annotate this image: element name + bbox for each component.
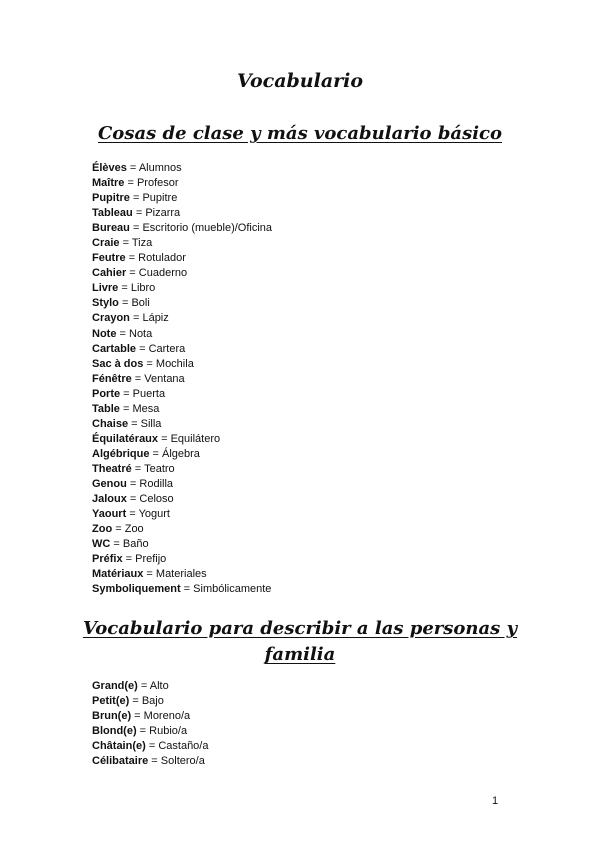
- vocab-item: [92, 492, 272, 507]
- vocab-separator: =: [149, 447, 162, 460]
- vocab-separator: =: [128, 417, 141, 430]
- vocab-item: [92, 537, 272, 552]
- vocab-translation: Mesa: [132, 402, 160, 415]
- vocab-term: Note: [92, 327, 117, 340]
- vocab-separator: =: [112, 523, 125, 536]
- vocab-item: [92, 357, 272, 372]
- vocab-term: Craie: [92, 237, 120, 250]
- vocab-translation: Rodilla: [139, 477, 174, 490]
- vocab-translation: Tiza: [131, 237, 153, 250]
- vocab-translation: Rubio/a: [149, 725, 188, 738]
- vocab-item: [92, 161, 272, 176]
- vocab-separator: =: [124, 177, 137, 190]
- vocab-separator: =: [148, 755, 161, 768]
- vocab-translation: Cartera: [148, 342, 186, 355]
- vocab-term: Blond(e): [92, 725, 137, 738]
- vocab-separator: =: [136, 342, 149, 355]
- vocab-separator: =: [129, 192, 143, 205]
- vocab-term: Célibataire: [92, 755, 149, 768]
- vocab-term: Livre: [92, 282, 119, 295]
- vocab-separator: =: [132, 207, 146, 220]
- vocab-separator: =: [119, 402, 133, 415]
- section-heading-line-2: familia: [264, 644, 336, 665]
- vocab-term: Chaise: [92, 417, 129, 430]
- vocab-term: Maître: [92, 177, 125, 190]
- vocab-separator: =: [131, 710, 144, 723]
- vocab-separator: =: [126, 493, 140, 506]
- vocab-item: [92, 236, 272, 251]
- vocab-translation: Lápiz: [142, 312, 169, 325]
- vocab-translation: Cuaderno: [138, 267, 188, 280]
- vocab-term: Theatré: [92, 462, 132, 475]
- vocab-translation: Ventana: [144, 372, 185, 385]
- section-heading-line-1: Vocabulario para describir a las personas y: [82, 618, 518, 639]
- vocab-term: Élèves: [92, 162, 127, 174]
- section-heading-classroom: [0, 121, 600, 147]
- vocab-item: [92, 567, 272, 582]
- vocab-translation: Prefijo: [135, 553, 167, 566]
- vocab-separator: =: [122, 553, 136, 566]
- vocab-separator: =: [125, 252, 139, 265]
- vocab-separator: =: [131, 462, 145, 475]
- section-heading-text: Cosas de clase y más vocabulario básico: [97, 123, 503, 144]
- vocab-item: [92, 402, 272, 417]
- vocab-separator: =: [131, 372, 145, 385]
- vocab-translation: Escritorio (mueble)/Oficina: [142, 222, 273, 235]
- vocab-separator: =: [118, 282, 131, 295]
- vocab-item: [92, 679, 208, 694]
- vocab-translation: Mochila: [155, 357, 194, 370]
- page-number: 1: [492, 795, 499, 807]
- vocab-translation: Moreno/a: [143, 710, 191, 723]
- vocab-list-classroom: [92, 161, 272, 597]
- vocab-translation: Celoso: [139, 493, 174, 506]
- vocab-term: Fénêtre: [92, 372, 132, 385]
- vocab-term: Bureau: [92, 222, 130, 235]
- vocab-term: Feutre: [92, 252, 126, 265]
- vocab-item: [92, 176, 272, 191]
- vocab-translation: Simbólicamente: [193, 583, 272, 596]
- vocab-separator: =: [120, 387, 133, 400]
- vocab-term: Symboliquement: [92, 583, 181, 596]
- vocab-term: Brun(e): [92, 710, 132, 723]
- vocab-term: Pupitre: [92, 192, 130, 205]
- vocab-term: Petit(e): [92, 695, 130, 708]
- vocab-translation: Teatro: [144, 462, 175, 475]
- vocab-item: [92, 342, 272, 357]
- vocab-item: [92, 724, 208, 739]
- vocab-item: [92, 552, 272, 567]
- vocab-translation: Pizarra: [145, 207, 181, 220]
- vocab-separator: =: [126, 508, 139, 521]
- vocab-separator: =: [136, 725, 150, 738]
- vocab-translation: Libro: [130, 282, 156, 295]
- vocab-separator: =: [143, 357, 156, 370]
- vocab-term: Cahier: [92, 267, 127, 280]
- vocab-translation: Equilátero: [170, 432, 221, 445]
- vocab-term: Table: [92, 402, 120, 415]
- vocab-term: Jaloux: [92, 493, 127, 506]
- vocab-item: [92, 387, 272, 402]
- vocab-item: [92, 311, 272, 326]
- vocab-separator: =: [110, 538, 123, 551]
- vocab-separator: =: [129, 695, 142, 708]
- document-title: Vocabulario: [236, 70, 364, 92]
- vocab-term: Matériaux: [92, 568, 144, 581]
- vocab-item: [92, 327, 272, 342]
- vocab-translation: Materiales: [155, 568, 207, 581]
- vocab-item: [92, 709, 208, 724]
- vocab-separator: =: [158, 432, 171, 445]
- vocab-term: Cartable: [92, 342, 137, 355]
- vocab-item: [92, 582, 272, 597]
- vocab-term: Genou: [92, 477, 127, 490]
- vocab-term: Sac à dos: [92, 357, 144, 370]
- vocab-item: [92, 417, 272, 432]
- vocab-item: [92, 477, 272, 492]
- vocab-item: [92, 221, 272, 236]
- vocab-translation: Pupitre: [142, 192, 178, 205]
- vocab-translation: Rotulador: [138, 252, 186, 265]
- vocab-separator: =: [118, 297, 132, 310]
- vocab-translation: Silla: [140, 417, 162, 430]
- vocab-term: WC: [92, 538, 111, 551]
- vocab-translation: Bajo: [141, 695, 164, 708]
- vocab-term: Yaourt: [92, 508, 127, 521]
- vocab-separator: =: [119, 237, 132, 250]
- vocab-translation: Baño: [122, 538, 149, 551]
- vocab-term: Crayon: [92, 312, 130, 325]
- vocab-term: Châtain(e): [92, 740, 146, 753]
- vocab-translation: Nota: [129, 327, 153, 340]
- vocab-translation: Profesor: [136, 177, 179, 190]
- section-heading-people: [0, 616, 600, 668]
- vocab-translation: Yogurt: [138, 508, 170, 521]
- vocab-term: Tableau: [92, 207, 133, 220]
- vocab-separator: =: [137, 680, 150, 692]
- vocab-item: [92, 372, 272, 387]
- vocab-item: [92, 754, 208, 769]
- vocab-item: [92, 266, 272, 281]
- vocab-item: [92, 694, 208, 709]
- vocab-separator: =: [126, 162, 139, 174]
- vocab-item: [92, 432, 272, 447]
- vocab-separator: =: [116, 327, 129, 340]
- vocab-item: [92, 191, 272, 206]
- vocab-separator: =: [145, 740, 159, 753]
- vocab-translation: Álgebra: [162, 447, 200, 460]
- vocab-term: Préfix: [92, 553, 123, 566]
- vocab-translation: Boli: [131, 297, 150, 310]
- vocab-translation: Castaño/a: [158, 740, 209, 753]
- vocab-term: Porte: [92, 387, 121, 400]
- vocab-item: [92, 462, 272, 477]
- vocab-separator: =: [129, 312, 143, 325]
- vocab-term: Grand(e): [92, 680, 138, 692]
- vocab-list-people: [92, 679, 208, 769]
- vocab-separator: =: [126, 477, 140, 490]
- vocab-translation: Alumnos: [138, 162, 182, 174]
- vocab-translation: Soltero/a: [160, 755, 205, 768]
- vocab-term: Stylo: [92, 297, 119, 310]
- vocab-item: [92, 281, 272, 296]
- vocab-separator: =: [126, 267, 139, 280]
- vocab-item: [92, 522, 272, 537]
- vocab-item: [92, 251, 272, 266]
- vocab-term: Équilatéraux: [92, 432, 159, 445]
- vocab-separator: =: [143, 568, 156, 581]
- vocab-item: [92, 739, 208, 754]
- vocab-item: [92, 296, 272, 311]
- vocab-translation: Puerta: [132, 387, 166, 400]
- vocab-separator: =: [129, 222, 143, 235]
- vocab-translation: Zoo: [124, 523, 144, 536]
- vocab-item: [92, 507, 272, 522]
- vocab-term: Zoo: [92, 523, 113, 536]
- vocab-translation: Alto: [149, 680, 169, 692]
- vocab-item: [92, 447, 272, 462]
- vocab-separator: =: [180, 583, 194, 596]
- vocab-item: [92, 206, 272, 221]
- vocab-term: Algébrique: [92, 447, 150, 460]
